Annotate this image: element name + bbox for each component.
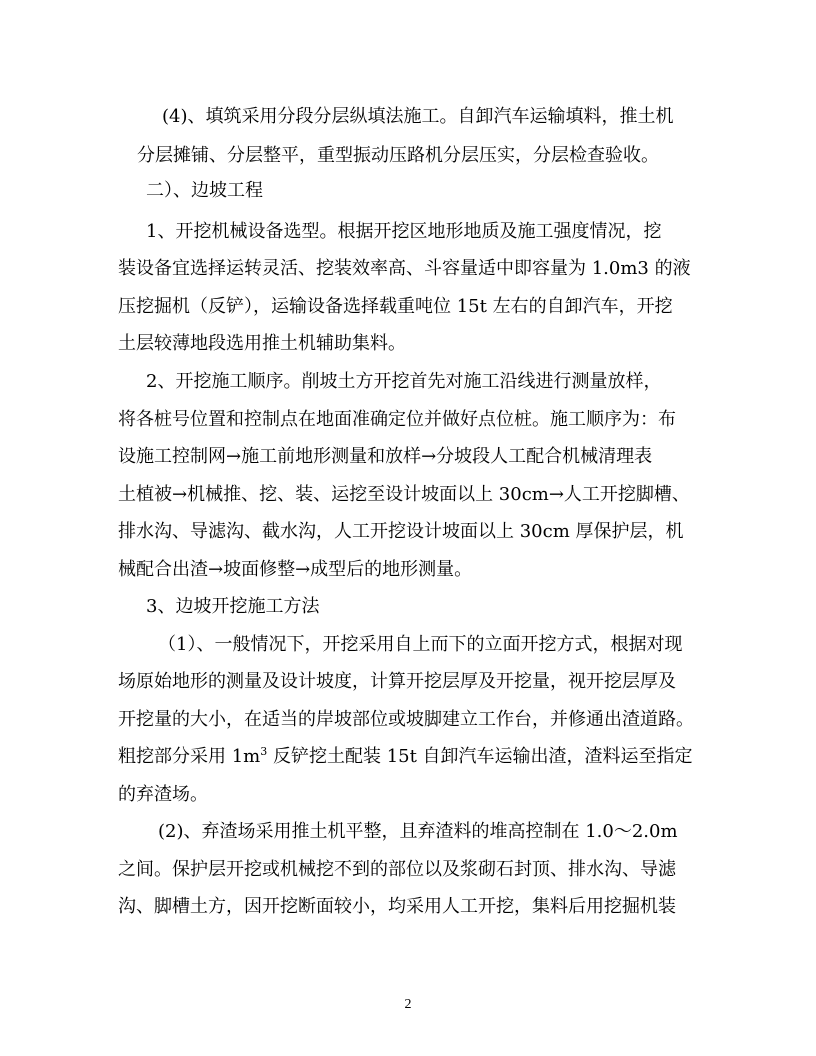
text-line: 场原始地形的测量及设计坡度，计算开挖层厚及开挖量，视开挖层厚及 [118,671,676,692]
text-line: 分层摊铺、分层整平，重型振动压路机分层压实，分层检查验收。 [137,145,659,166]
text-line: 2、开挖施工顺序。削坡土方开挖首先对施工沿线进行测量放样， [146,371,662,392]
text-line: 开挖量的大小，在适当的岸坡部位或坡脚建立工作台，并修通出渣道路。 [118,709,694,730]
text-line: 土层较薄地段选用推土机辅助集料。 [118,333,406,354]
text-segment: 反铲挖土配装 15t 自卸汽车运输出渣，渣料运至指定 [267,746,693,767]
text-line: 将各桩号位置和控制点在地面准确定位并做好点位桩。施工顺序为：布 [118,409,676,430]
text-segment: 粗挖部分采用 1m [118,746,261,767]
text-line: 设施工控制网→施工前地形测量和放样→分坡段人工配合机械清理表 [118,446,653,467]
text-line: 排水沟、导滤沟、截水沟，人工开挖设计坡面以上 30cm 厚保护层，机 [118,521,684,542]
text-line: (2)、弃渣场采用推土机平整，且弃渣料的堆高控制在 1.0～2.0m [158,821,678,842]
text-line [118,746,693,768]
text-line: (4)、填筑采用分段分层纵填法施工。自卸汽车运输填料，推土机 [162,106,674,127]
subsection-heading: 3、边坡开挖施工方法 [146,596,320,617]
text-line: 装设备宜选择运转灵活、挖装效率高、斗容量适中即容量为 1.0m3 的液 [118,258,691,279]
text-line: 之间。保护层开挖或机械挖不到的部位以及浆砌石封顶、排水沟、导滤 [118,859,676,880]
text-line: 的弃渣场。 [118,784,208,805]
section-heading: 二）、边坡工程 [146,180,263,201]
superscript: 3 [260,745,268,758]
text-line: （1）、一般情况下，开挖采用自上而下的立面开挖方式，根据对现 [158,634,683,655]
text-line: 械配合出渣→坡面修整→成型后的地形测量。 [118,559,473,580]
page-number: 2 [404,997,412,1012]
text-line: 土植被→机械推、挖、装、运挖至设计坡面以上 30cm→人工开挖脚槽、 [118,484,690,505]
text-line: 沟、脚槽土方，因开挖断面较小，均采用人工开挖，集料后用挖掘机装 [118,896,676,917]
text-line: 1、开挖机械设备选型。根据开挖区地形地质及施工强度情况，挖 [146,221,662,242]
text-line: 压挖掘机（反铲），运输设备选择载重吨位 15t 左右的自卸汽车，开挖 [118,296,673,317]
